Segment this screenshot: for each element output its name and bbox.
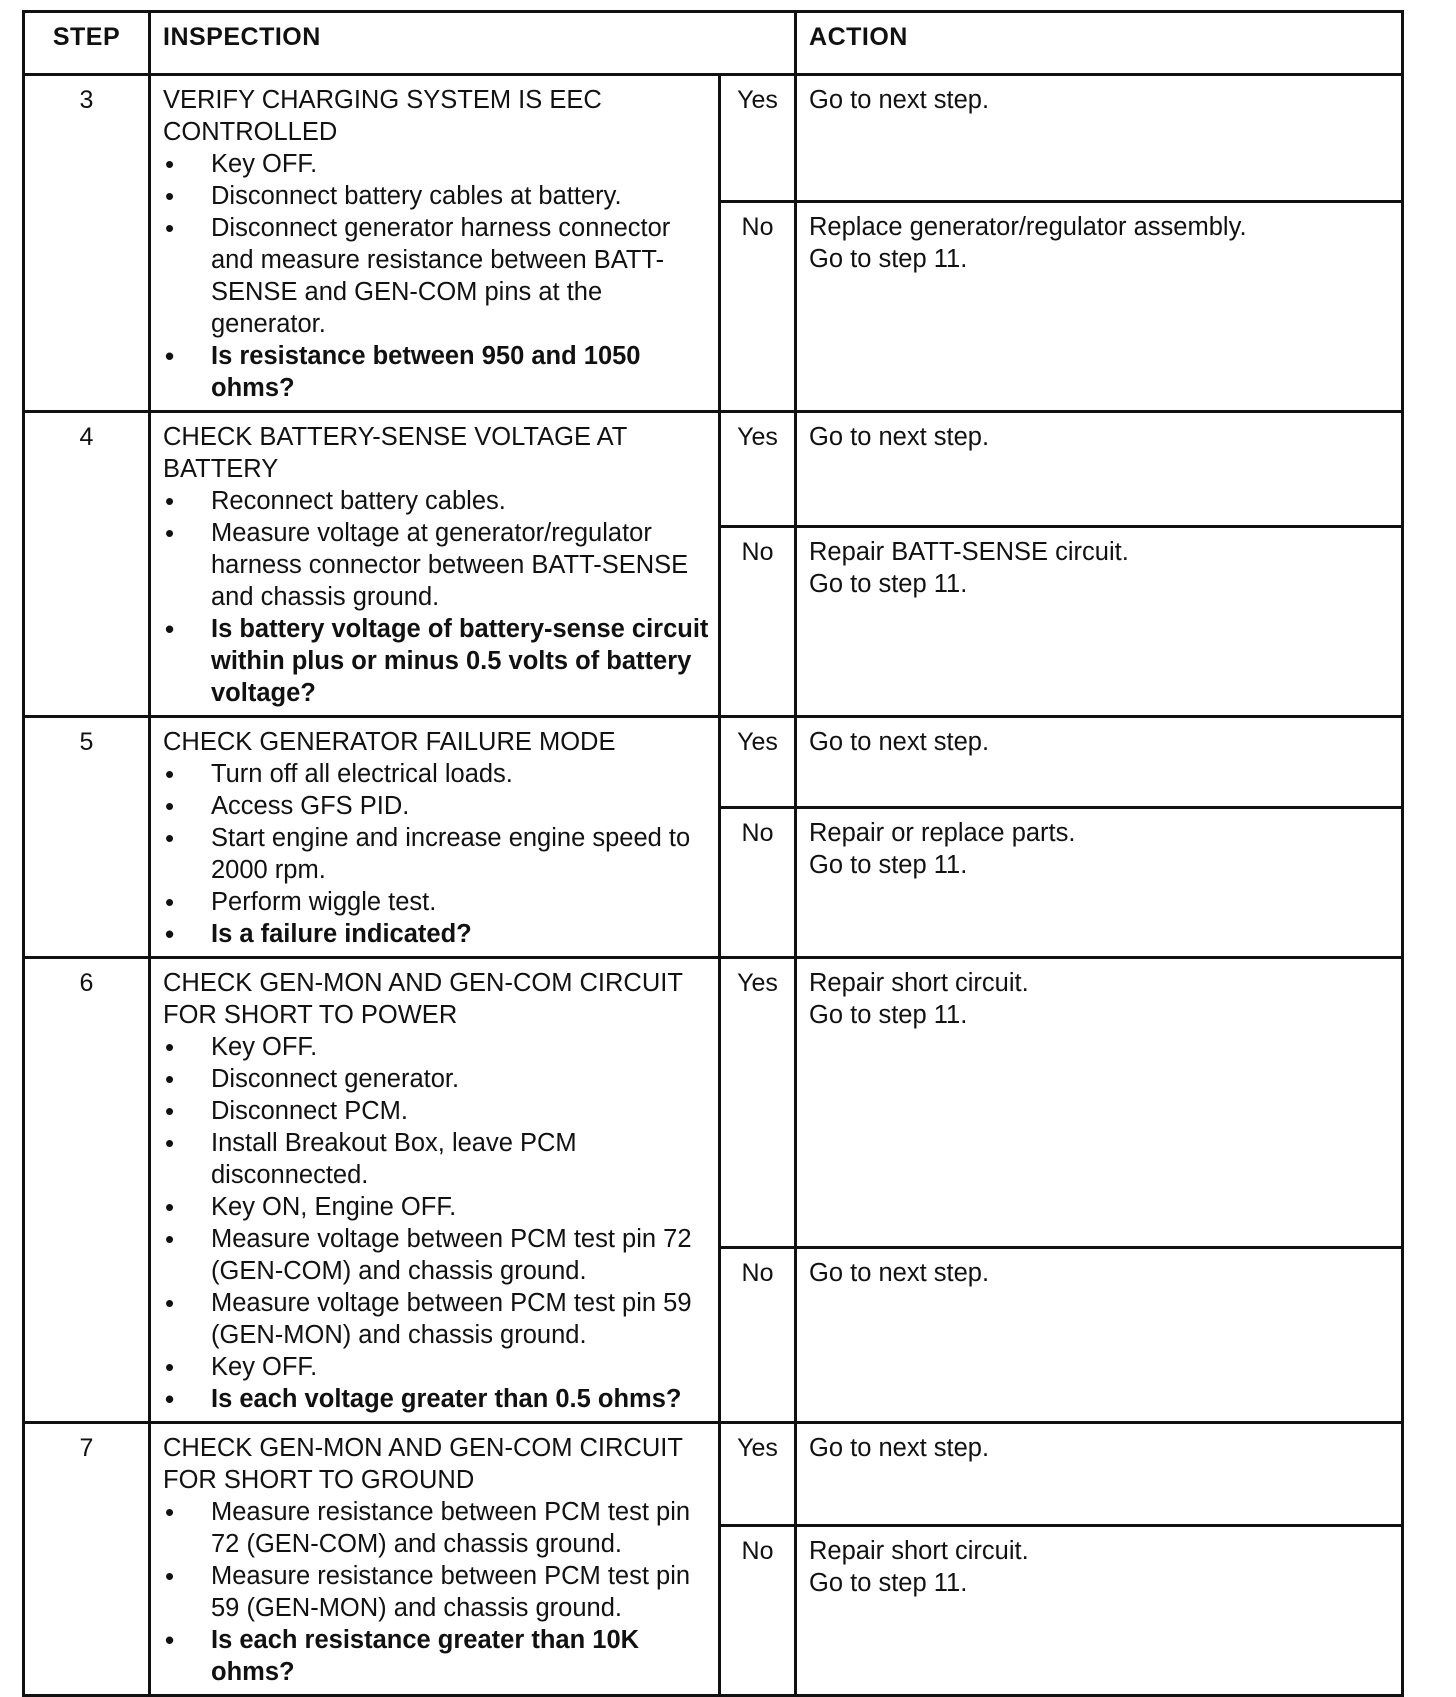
action-line: Replace generator/regulator assembly.	[809, 213, 1247, 242]
action-line: Repair short circuit.	[809, 1536, 1029, 1565]
header-action: ACTION	[796, 12, 1403, 75]
action-line: Go to step 11.	[809, 850, 968, 879]
inspection-cell	[150, 75, 720, 412]
inspection-bullet: • Key OFF.	[163, 1031, 710, 1063]
inspection-bullet: • Disconnect battery cables at battery.	[163, 180, 710, 212]
step-number: 7	[24, 1423, 150, 1696]
inspection-bullets	[163, 148, 710, 404]
inspection-bullets	[163, 758, 710, 950]
no-action	[796, 1525, 1403, 1695]
inspection-question: • Is each resistance greater than 10K ohms?	[163, 1624, 710, 1688]
inspection-cell	[150, 958, 720, 1423]
inspection-bullet: • Turn off all electrical loads.	[163, 758, 710, 790]
inspection-bullet: • Measure resistance between PCM test pin 59 (GEN-MON) and chassis ground.	[163, 1560, 710, 1624]
inspection-bullet: • Measure voltage at generator/regulator harness connector between BATT-SENSE and chassis ground.	[163, 517, 710, 613]
action-line: Go to next step.	[809, 1434, 990, 1462]
inspection-question: • Is battery voltage of battery-sense circuit within plus or minus 0.5 volts of battery voltage?	[163, 613, 710, 709]
header-row	[24, 12, 1403, 75]
action-line: Go to step 11.	[809, 245, 968, 274]
inspection-title: CHECK GEN-MON AND GEN-COM CIRCUIT FOR SHORT TO POWER	[163, 969, 683, 1029]
step-number: 4	[24, 412, 150, 717]
step-row	[24, 717, 1403, 808]
inspection-title: VERIFY CHARGING SYSTEM IS EEC CONTROLLED	[163, 86, 602, 146]
procedure-table	[22, 10, 1404, 1697]
inspection-bullets	[163, 1496, 710, 1688]
yes-action	[796, 412, 1403, 527]
step-number: 5	[24, 717, 150, 958]
action-line: Go to step 11.	[809, 569, 968, 598]
inspection-question: • Is each voltage greater than 0.5 ohms?	[163, 1383, 710, 1415]
action-line: Go to next step.	[809, 728, 990, 756]
inspection-title: CHECK GENERATOR FAILURE MODE	[163, 728, 616, 756]
inspection-question: • Is resistance between 950 and 1050 ohms?	[163, 340, 710, 404]
inspection-bullet: • Install Breakout Box, leave PCM disconnected.	[163, 1127, 710, 1191]
no-label: No	[720, 526, 796, 716]
step-number: 6	[24, 958, 150, 1423]
inspection-bullet: • Disconnect PCM.	[163, 1095, 710, 1127]
inspection-bullet: • Disconnect generator.	[163, 1063, 710, 1095]
inspection-bullet: • Key OFF.	[163, 1351, 710, 1383]
inspection-bullet: • Measure voltage between PCM test pin 59 (GEN-MON) and chassis ground.	[163, 1287, 710, 1351]
no-label: No	[720, 1247, 796, 1422]
inspection-bullet: • Access GFS PID.	[163, 790, 710, 822]
action-line: Go to next step.	[809, 423, 990, 451]
inspection-title: CHECK GEN-MON AND GEN-COM CIRCUIT FOR SHORT TO GROUND	[163, 1434, 683, 1494]
inspection-title: CHECK BATTERY-SENSE VOLTAGE AT BATTERY	[163, 423, 627, 483]
inspection-bullet: • Measure resistance between PCM test pin 72 (GEN-COM) and chassis ground.	[163, 1496, 710, 1560]
yes-label: Yes	[720, 1423, 796, 1526]
step-row	[24, 1423, 1403, 1526]
inspection-bullet: • Start engine and increase engine speed to 2000 rpm.	[163, 822, 710, 886]
diagnostic-procedure	[22, 10, 1404, 1697]
inspection-bullet: • Perform wiggle test.	[163, 886, 710, 918]
inspection-bullet: • Measure voltage between PCM test pin 72 (GEN-COM) and chassis ground.	[163, 1223, 710, 1287]
no-label: No	[720, 1525, 796, 1695]
inspection-cell	[150, 412, 720, 717]
step-row	[24, 958, 1403, 1248]
action-line: Go to next step.	[809, 1258, 990, 1287]
yes-label: Yes	[720, 75, 796, 202]
inspection-cell	[150, 717, 720, 958]
step-row	[24, 412, 1403, 527]
yes-action	[796, 1423, 1403, 1526]
yes-label: Yes	[720, 412, 796, 527]
header-inspection: INSPECTION	[150, 12, 796, 75]
no-action	[796, 202, 1403, 412]
action-line: Go to step 11.	[809, 1001, 968, 1029]
action-line: Repair or replace parts.	[809, 818, 1076, 847]
header-step: STEP	[24, 12, 150, 75]
inspection-bullet: • Key ON, Engine OFF.	[163, 1191, 710, 1223]
yes-action	[796, 958, 1403, 1248]
action-line: Repair BATT-SENSE circuit.	[809, 537, 1129, 566]
step-number: 3	[24, 75, 150, 412]
inspection-bullets	[163, 1031, 710, 1415]
inspection-bullet: • Disconnect generator harness connector and measure resistance between BATT-SENSE and GEN-COM pins at the generator.	[163, 212, 710, 340]
inspection-bullet: • Key OFF.	[163, 148, 710, 180]
action-line: Go to step 11.	[809, 1568, 968, 1597]
yes-label: Yes	[720, 958, 796, 1248]
inspection-cell	[150, 1423, 720, 1696]
action-line: Repair short circuit.	[809, 969, 1029, 997]
no-action	[796, 526, 1403, 716]
no-label: No	[720, 807, 796, 957]
step-row	[24, 75, 1403, 202]
yes-action	[796, 75, 1403, 202]
no-action	[796, 1247, 1403, 1422]
no-label: No	[720, 202, 796, 412]
inspection-bullet: • Reconnect battery cables.	[163, 485, 710, 517]
yes-action	[796, 717, 1403, 808]
procedure-rows	[24, 75, 1403, 1696]
action-line: Go to next step.	[809, 86, 990, 114]
yes-label: Yes	[720, 717, 796, 808]
inspection-question: • Is a failure indicated?	[163, 918, 710, 950]
no-action	[796, 807, 1403, 957]
inspection-bullets	[163, 485, 710, 709]
